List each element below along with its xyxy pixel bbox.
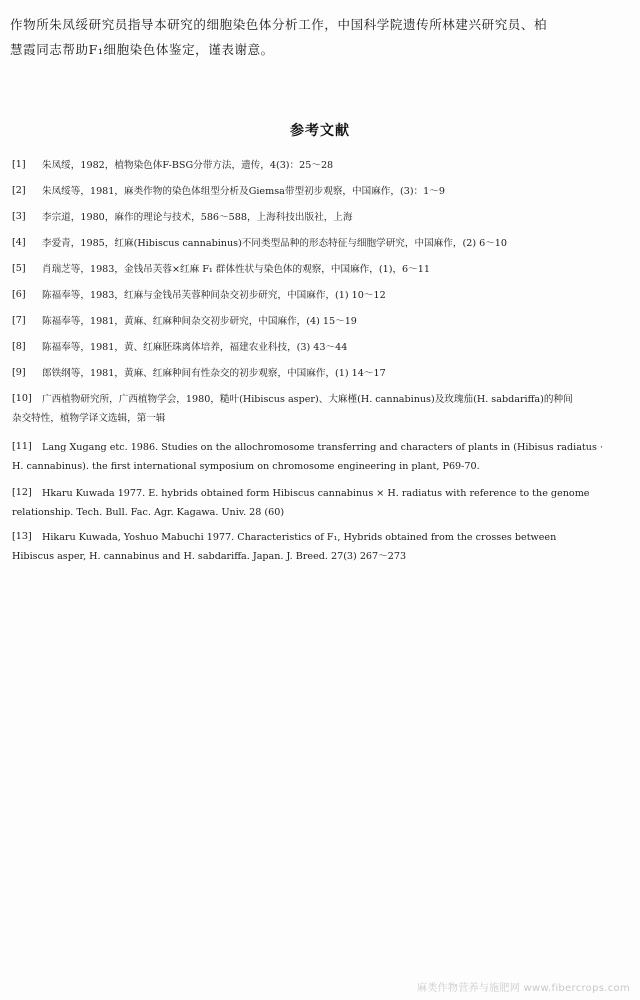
- reference-item: [12, 159, 630, 173]
- reference-item: [12, 341, 630, 355]
- reference-line: 李爱青，1985，红麻(Hibiscus cannabinus)不同类型品种的形态特征与细胞学研究，中国麻作，(2) 6～10: [42, 238, 508, 249]
- reference-item: [12, 487, 630, 525]
- reference-text: [42, 315, 630, 329]
- reference-number: [10]: [12, 393, 32, 404]
- reference-item: [12, 315, 630, 329]
- reference-line: 朱凤绥，1982，植物染色体F-BSG分带方法，遗传，4(3)：25～28: [42, 160, 334, 171]
- reference-number: [4]: [12, 237, 26, 248]
- reference-line: 陈福奉等，1983，红麻与金钱吊芙蓉种间杂交初步研究，中国麻作，(1) 10～12: [42, 290, 386, 301]
- reference-number: [9]: [12, 367, 26, 378]
- reference-line: 杂交特性，植物学译文选辑，第一辑: [12, 413, 166, 424]
- reference-text: [42, 237, 630, 251]
- reference-item: [12, 393, 630, 431]
- reference-number: [3]: [12, 211, 26, 222]
- site-watermark: 麻类作物营养与施肥网 www.fibercrops.com: [417, 983, 630, 994]
- reference-item: [12, 367, 630, 381]
- reference-line: 李宗道，1980，麻作的理论与技术，586～588，上海科技出版社，上海: [42, 212, 353, 223]
- reference-text: [42, 263, 630, 277]
- reference-item: [12, 289, 630, 303]
- reference-number: [8]: [12, 341, 26, 352]
- reference-text: [42, 185, 630, 199]
- references-heading: 参考文献: [290, 123, 350, 139]
- acknowledgement-line-2: 慧霞同志帮助F₁细胞染色体鉴定，谨表谢意。: [10, 42, 274, 57]
- reference-number: [11]: [12, 441, 32, 452]
- reference-text: [42, 211, 630, 225]
- reference-text: [42, 289, 630, 303]
- reference-text: [42, 367, 630, 381]
- reference-line: 朱凤绥等，1981，麻类作物的染色体组型分析及Giemsa带型初步观察，中国麻作，(3)：1～9: [42, 186, 445, 197]
- reference-text: [42, 159, 630, 173]
- reference-line: Hkaru Kuwada 1977. E. hybrids obtained form Hibiscus cannabinus × H. radiatus with reference to the genome: [42, 488, 590, 499]
- reference-line: 陈福奉等，1981，黄麻、红麻种间杂交初步研究，中国麻作，(4) 15～19: [42, 316, 357, 327]
- acknowledgement-paragraph: [10, 12, 630, 62]
- reference-number: [7]: [12, 315, 26, 326]
- reference-line: Hikaru Kuwada, Yoshuo Mabuchi 1977. Characteristics of F₁, Hybrids obtained from the crosses between: [42, 532, 557, 543]
- reference-line: 郎铁纲等，1981，黄麻、红麻种间有性杂交的初步观察，中国麻作，(1) 14～17: [42, 368, 386, 379]
- reference-line: 肖瑞芝等，1983，金钱吊芙蓉×红麻 F₁ 群体性状与染色体的观察，中国麻作，(1)，6～11: [42, 264, 430, 275]
- reference-line: Hibiscus asper, H. cannabinus and H. sabdariffa. Japan. J. Breed. 27(3) 267～273: [12, 551, 407, 562]
- reference-number: [5]: [12, 263, 26, 274]
- reference-number: [6]: [12, 289, 26, 300]
- reference-item: [12, 211, 630, 225]
- reference-item: [12, 237, 630, 251]
- reference-line: 广西植物研究所，广西植物学会，1980，糙叶(Hibiscus asper)、大麻槿(H. cannabinus)及玫瑰茄(H. sabdariffa)的种间: [42, 394, 573, 405]
- reference-number: [2]: [12, 185, 26, 196]
- reference-line: Lang Xugang etc. 1986. Studies on the allochromosome transferring and characters of plants in (Hibisus radiatus ·: [42, 442, 603, 453]
- reference-item: [12, 185, 630, 199]
- reference-line: relationship. Tech. Bull. Fac. Agr. Kagawa. Univ. 28 (60): [12, 507, 285, 518]
- reference-line: H. cannabinus). the first international symposium on chromosome engineering in plant, P69-70.: [12, 461, 480, 472]
- reference-line: 陈福奉等，1981，黄、红麻胚珠离体培养，福建农业科技，(3) 43～44: [42, 342, 348, 353]
- reference-number: [13]: [12, 531, 32, 542]
- acknowledgement-line-1: 作物所朱凤绥研究员指导本研究的细胞染色体分析工作，中国科学院遗传所林建兴研究员、柏: [10, 17, 548, 32]
- reference-number: [12]: [12, 487, 32, 498]
- reference-item: [12, 441, 630, 479]
- reference-item: [12, 263, 630, 277]
- reference-item: [12, 531, 630, 569]
- reference-number: [1]: [12, 159, 26, 170]
- reference-text: [42, 341, 630, 355]
